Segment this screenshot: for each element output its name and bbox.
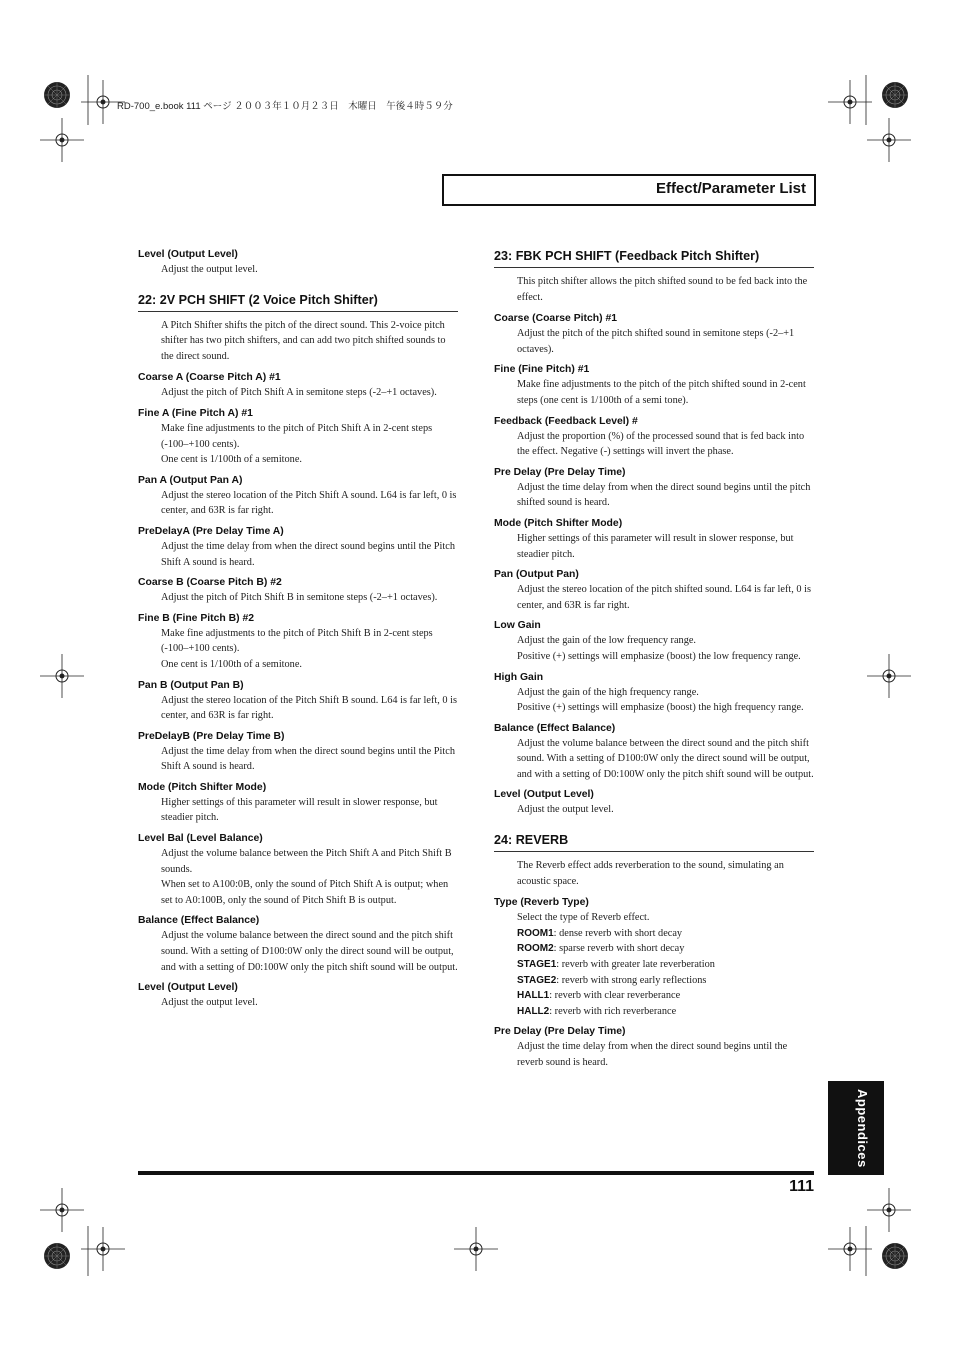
param-item xyxy=(494,312,814,357)
page-header-title: Effect/Parameter List xyxy=(655,180,806,197)
reverb-type-options xyxy=(494,926,814,1020)
print-header-info: RD-700_e.book 111 ページ ２００３年１０月２３日 木曜日 午後４時５９分 xyxy=(117,101,453,112)
param-desc: Adjust the volume balance between the Pitch Shift A and Pitch Shift B sounds. xyxy=(161,848,452,875)
param-desc: Adjust the volume balance between the direct sound and the pitch shift sound. With a setting of D100:0W only the direct sound will be output, and with a setting of D0:100W only the pitch shift sound will be output. xyxy=(517,737,814,780)
param-name: Type (Reverb Type) xyxy=(494,897,589,909)
param-name: Level Bal (Level Balance) xyxy=(138,833,263,845)
param-desc: Adjust the stereo location of the pitch shifted sound. L64 is far left, 0 is center, and 63R is far right. xyxy=(517,584,811,611)
reverb-option-text: : reverb with strong early reflections xyxy=(556,974,707,986)
param-name: Pan A (Output Pan A) xyxy=(138,474,243,486)
param-item xyxy=(494,722,814,783)
param-name: Pre Delay (Pre Delay Time) xyxy=(494,466,626,478)
param-desc: Adjust the time delay from when the direct sound begins until the pitch shifted sound is heard. xyxy=(517,481,811,509)
param-desc: Adjust the pitch of Pitch Shift A in semitone steps (-2–+1 octaves). xyxy=(161,387,437,399)
reverb-option-text: : reverb with clear reverberance xyxy=(549,990,681,1002)
param-item xyxy=(494,619,814,664)
param-name: Pre Delay (Pre Delay Time) xyxy=(494,1026,626,1038)
param-item xyxy=(138,914,458,975)
param-item xyxy=(494,517,814,562)
param-desc: One cent is 1/100th of a semitone. xyxy=(161,454,302,466)
reverb-option-key: HALL1 xyxy=(517,990,550,1002)
reverb-option-key: ROOM2 xyxy=(517,943,554,955)
param-name: Feedback (Feedback Level) # xyxy=(494,415,638,427)
section-title-23: 23: FBK PCH SHIFT (Feedback Pitch Shifter) xyxy=(494,248,814,268)
appendices-tab-label: Appendices xyxy=(855,1089,870,1168)
param-name: Coarse B (Coarse Pitch B) #2 xyxy=(138,577,282,589)
param-desc: Adjust the gain of the low frequency range. xyxy=(517,635,696,647)
param-name: Low Gain xyxy=(494,620,541,632)
param-desc: Adjust the output level. xyxy=(517,804,614,816)
param-item xyxy=(138,371,458,401)
reverb-option-key: STAGE1 xyxy=(517,959,557,971)
reverb-option xyxy=(517,957,814,973)
param-desc: Adjust the proportion (%) of the processed sound that is fed back into the effect. Negative (-) settings will invert the phase. xyxy=(517,430,805,458)
param-item xyxy=(494,896,814,1019)
param-desc: Adjust the gain of the high frequency range. xyxy=(517,686,699,698)
param-desc: Higher settings of this parameter will result in slower response, but steadier pitch. xyxy=(161,796,438,824)
param-name: Fine A (Fine Pitch A) #1 xyxy=(138,407,253,419)
param-name: Fine B (Fine Pitch B) #2 xyxy=(138,612,255,624)
param-item xyxy=(494,466,814,511)
reverb-option-text: : sparse reverb with short decay xyxy=(553,943,685,955)
param-name: Mode (Pitch Shifter Mode) xyxy=(138,781,267,793)
param-desc: When set to A100:0B, only the sound of Pitch Shift A is output; when set to A0:100B, only the sound of Pitch Shift B is output. xyxy=(161,879,449,906)
reverb-option xyxy=(517,941,814,957)
param-desc: Adjust the time delay from when the direct sound begins until the Pitch Shift A sound is heard. xyxy=(161,540,455,568)
right-column xyxy=(494,248,814,1077)
param-item xyxy=(494,568,814,613)
param-name: Balance (Effect Balance) xyxy=(494,722,616,734)
header-box xyxy=(442,174,816,206)
reverb-option-text: : reverb with greater late reverberation xyxy=(556,959,715,971)
param-item xyxy=(138,612,458,673)
reverb-option-key: HALL2 xyxy=(517,1005,550,1017)
param-item xyxy=(138,407,458,468)
param-desc: Adjust the stereo location of the Pitch Shift A sound. L64 is far left, 0 is center, and 63R is far right. xyxy=(161,489,457,517)
param-desc: Adjust the output level. xyxy=(161,997,258,1009)
param-item xyxy=(494,1025,814,1070)
param-name: PreDelayA (Pre Delay Time A) xyxy=(138,525,284,537)
param-desc: Adjust the pitch of the pitch shifted sound in semitone steps (-2–+1 octaves). xyxy=(517,328,795,355)
param-item xyxy=(138,679,458,724)
param-name: Level (Output Level) xyxy=(138,249,238,260)
param-name: High Gain xyxy=(494,671,544,683)
section-title-24: 24: REVERB xyxy=(494,832,814,852)
param-desc: Make fine adjustments to the pitch of the pitch shifted sound in 2-cent steps (one cent is 1/100th of a semi tone). xyxy=(517,379,806,406)
param-name: Pan B (Output Pan B) xyxy=(138,679,244,691)
param-item xyxy=(494,671,814,716)
param-item xyxy=(494,788,814,818)
section-intro-24: The Reverb effect adds reverberation to the sound, simulating an acoustic space. xyxy=(517,860,784,887)
param-name: Mode (Pitch Shifter Mode) xyxy=(494,517,623,529)
reverb-option-text: : dense reverb with short decay xyxy=(553,927,683,939)
param-desc: Adjust the output level. xyxy=(161,264,258,275)
param-desc: Adjust the volume balance between the direct sound and the pitch shift sound. With a setting of D100:0W only the direct sound will be output, and with a setting of D0:100W only the pitch shift sound will be output. xyxy=(161,930,458,973)
param-desc: Positive (+) settings will emphasize (boost) the high frequency range. xyxy=(517,702,804,714)
reverb-option xyxy=(517,973,814,989)
param-list-22 xyxy=(138,371,458,1010)
param-desc: Make fine adjustments to the pitch of Pitch Shift A in 2-cent steps (-100–+100 cents). xyxy=(161,422,433,450)
param-item xyxy=(494,415,814,460)
param-name: Coarse (Coarse Pitch) #1 xyxy=(494,313,618,325)
page-number: 111 xyxy=(789,1178,814,1195)
reverb-option xyxy=(517,988,814,1004)
param-item xyxy=(138,248,458,278)
param-desc: Higher settings of this parameter will result in slower response, but steadier pitch. xyxy=(517,532,794,560)
reverb-option-key: ROOM1 xyxy=(517,927,554,939)
param-item xyxy=(138,730,458,775)
param-item xyxy=(138,576,458,606)
param-desc: One cent is 1/100th of a semitone. xyxy=(161,658,302,670)
reverb-option xyxy=(517,1004,814,1020)
section-intro-23: This pitch shifter allows the pitch shifted sound to be fed back into the effect. xyxy=(517,276,808,303)
param-item xyxy=(138,781,458,826)
param-item xyxy=(138,525,458,570)
param-name: Coarse A (Coarse Pitch A) #1 xyxy=(138,372,281,384)
param-desc: Adjust the time delay from when the direct sound begins until the Pitch Shift A sound is heard. xyxy=(161,745,455,773)
param-list-23 xyxy=(494,312,814,818)
reverb-option-key: STAGE2 xyxy=(517,974,557,986)
param-desc: Adjust the pitch of Pitch Shift B in semitone steps (-2–+1 octaves). xyxy=(161,592,438,604)
param-item xyxy=(138,981,458,1011)
reverb-option xyxy=(517,926,814,942)
param-name: Level (Output Level) xyxy=(138,982,238,994)
param-desc: Adjust the stereo location of the Pitch Shift B sound. L64 is far left, 0 is center, and 63R is far right. xyxy=(161,694,457,722)
param-name: Level (Output Level) xyxy=(494,789,594,801)
param-name: Pan (Output Pan) xyxy=(494,569,579,581)
param-list-24 xyxy=(494,1025,814,1070)
param-desc: Adjust the time delay from when the direct sound begins until the reverb sound is heard. xyxy=(517,1041,788,1068)
footer-rule xyxy=(138,1171,814,1175)
section-title-22: 22: 2V PCH SHIFT (2 Voice Pitch Shifter) xyxy=(138,292,458,312)
left-column xyxy=(138,248,458,1017)
param-item xyxy=(494,363,814,408)
param-name: Balance (Effect Balance) xyxy=(138,915,260,927)
param-name: PreDelayB (Pre Delay Time B) xyxy=(138,730,285,742)
appendices-tab[interactable] xyxy=(828,1081,884,1175)
section-intro-22: A Pitch Shifter shifts the pitch of the direct sound. This 2-voice pitch shifter has two pitch shifters, and can add two pitch shifted sounds to the direct sound. xyxy=(161,319,446,362)
param-desc: Select the type of Reverb effect. xyxy=(517,912,650,924)
param-name: Fine (Fine Pitch) #1 xyxy=(494,364,590,376)
param-desc: Positive (+) settings will emphasize (boost) the low frequency range. xyxy=(517,650,801,662)
param-item xyxy=(138,474,458,519)
reverb-option-text: : reverb with rich reverberance xyxy=(549,1005,677,1017)
param-desc: Make fine adjustments to the pitch of Pitch Shift B in 2-cent steps (-100–+100 cents). xyxy=(161,627,433,655)
param-item xyxy=(138,832,458,908)
